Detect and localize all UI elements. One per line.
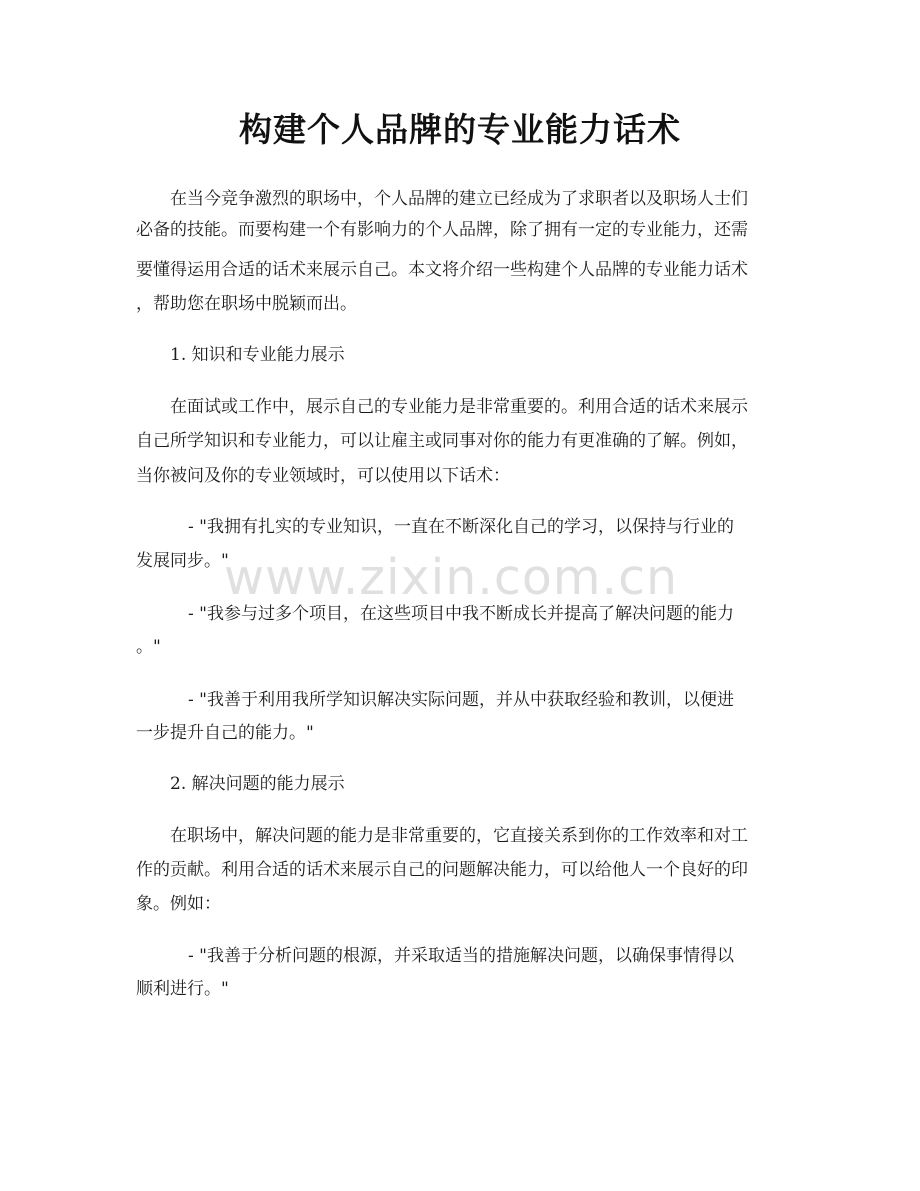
watermark: www.zixin.com.cn bbox=[224, 549, 679, 606]
section-1-quote-2-line-1: - "我参与过多个项目，在这些项目中我不断成长并提高了解决问题的能力 bbox=[188, 604, 734, 624]
section-2-heading: 2. 解决问题的能力展示 bbox=[170, 774, 345, 794]
intro-line-3: 要懂得运用合适的话术来展示自己。本文将介绍一些构建个人品牌的专业能力话术 bbox=[136, 260, 748, 280]
section-2-quote-1-line-1: - "我善于分析问题的根源，并采取适当的措施解决问题，以确保事情得以 bbox=[188, 946, 734, 966]
section-1-para-line-3: 当你被问及你的专业领域时，可以使用以下话术： bbox=[136, 466, 510, 486]
intro-line-4: ，帮助您在职场中脱颖而出。 bbox=[136, 294, 357, 314]
section-1-quote-2-line-2: 。" bbox=[136, 637, 161, 657]
document-title: 构建个人品牌的专业能力话术 bbox=[239, 110, 681, 149]
section-1-heading: 1. 知识和专业能力展示 bbox=[170, 345, 345, 365]
section-2-para-line-1: 在职场中，解决问题的能力是非常重要的，它直接关系到你的工作效率和对工 bbox=[170, 826, 748, 846]
section-1-para-line-2: 自己所学知识和专业能力，可以让雇主或同事对你的能力有更准确的了解。例如， bbox=[136, 431, 748, 451]
section-2-para-line-2: 作的贡献。利用合适的话术来展示自己的问题解决能力，可以给他人一个良好的印 bbox=[136, 860, 748, 880]
section-1-para-line-1: 在面试或工作中，展示自己的专业能力是非常重要的。利用合适的话术来展示 bbox=[170, 397, 748, 417]
section-1-quote-3-line-1: - "我善于利用我所学知识解决实际问题，并从中获取经验和教训，以便进 bbox=[188, 690, 734, 710]
section-1-quote-3-line-2: 一步提升自己的能力。" bbox=[136, 723, 314, 743]
section-1-quote-1-line-1: - "我拥有扎实的专业知识，一直在不断深化自己的学习，以保持与行业的 bbox=[188, 517, 734, 537]
intro-line-1: 在当今竞争激烈的职场中，个人品牌的建立已经成为了求职者以及职场人士们 bbox=[170, 189, 748, 209]
section-2-quote-1-line-2: 顺利进行。" bbox=[136, 979, 229, 999]
section-2-para-line-3: 象。例如： bbox=[136, 894, 221, 914]
section-1-quote-1-line-2: 发展同步。" bbox=[136, 551, 229, 571]
intro-line-2: 必备的技能。而要构建一个有影响力的个人品牌，除了拥有一定的专业能力，还需 bbox=[136, 220, 748, 240]
